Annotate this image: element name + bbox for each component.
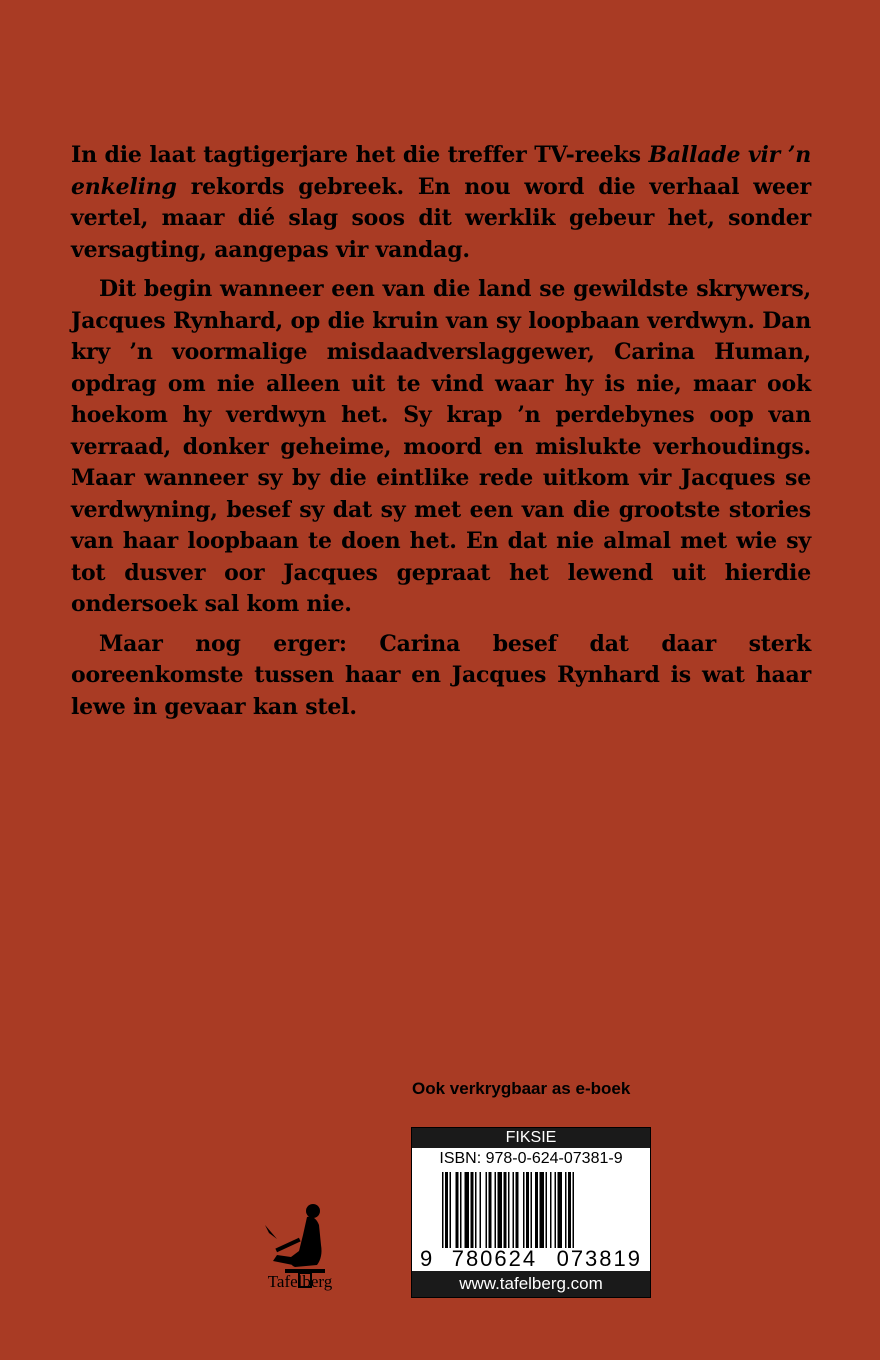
barcode-bar (573, 1172, 575, 1248)
barcode-bar (495, 1172, 497, 1248)
barcode-bar (540, 1172, 545, 1248)
barcode-bar (465, 1172, 470, 1248)
barcode-bar (480, 1172, 482, 1248)
barcode-bar (486, 1172, 488, 1248)
isbn-number: ISBN: 978-0-624-07381-9 (439, 1150, 623, 1167)
barcode-bar (550, 1172, 552, 1248)
ebook-availability-note: Ook verkrygbaar as e-boek (412, 1079, 631, 1098)
isbn-barcode-block (411, 1127, 651, 1298)
barcode-digits: 9 780624 073819 (420, 1246, 642, 1271)
barcode-bar (460, 1172, 462, 1248)
barcode-bars (442, 1172, 622, 1248)
publisher-url: www.tafelberg.com (412, 1271, 650, 1297)
barcode-bar (555, 1172, 557, 1248)
barcode-bar (535, 1172, 538, 1248)
barcode-bar (489, 1172, 492, 1248)
barcode-bar (513, 1172, 515, 1248)
back-cover-blurb (71, 140, 811, 723)
blurb-paragraph-1: In die laat tagtigerjare het die treffer TV-reeks Ballade vir ’n enkeling rekords gebreek. En nou word die verhaal weer vertel, maar dié slag soos dit werklik gebeur het, sonder versagting, aangepas vir vandag. (71, 142, 811, 263)
barcode-bar (558, 1172, 563, 1248)
blurb-paragraph-2: Dit begin wanneer een van die land se gewildste skrywers, Jacques Rynhard, op die kruin van sy loopbaan verdwyn. Dan kry ’n voormalige misdaadverslaggewer, Carina Human, opdrag om nie alleen uit te vind waar hy is nie, maar ook hoekom hy verdwyn het. Sy krap ’n perdebynes oop van verraad, donker geheime, moord en mislukte verhoudings. Maar wanneer sy by die eintlike rede uitkom vir Jacques se verdwyning, besef sy dat sy met een van die grootste stories van haar loopbaan te doen het. En dat nie almal met wie sy tot dusver oor Jacques gepraat het lewend uit hierdie ondersoek sal kom nie. (71, 276, 811, 617)
barcode-bar (456, 1172, 459, 1248)
barcode-bar (546, 1172, 548, 1248)
series-title: Ballade vir ’n enkeling (71, 142, 811, 200)
publisher-name: Tafelberg (267, 1272, 333, 1291)
barcode-bar (568, 1172, 571, 1248)
barcode-bar (531, 1172, 533, 1248)
barcode-bar (442, 1172, 444, 1248)
barcode-bar (523, 1172, 525, 1248)
barcode-bar (498, 1172, 503, 1248)
barcode-bar (565, 1172, 567, 1248)
barcode-bar (516, 1172, 519, 1248)
barcode-bar (508, 1172, 510, 1248)
barcode-bar (450, 1172, 452, 1248)
barcode-bar (445, 1172, 448, 1248)
barcode-bar (475, 1172, 477, 1248)
barcode-bar (504, 1172, 507, 1248)
barcode-bar (526, 1172, 529, 1248)
category-label: FIKSIE (412, 1128, 650, 1148)
barcode-bar (471, 1172, 474, 1248)
blurb-paragraph-3: Maar nog erger: Carina besef dat daar sterk ooreenkomste tussen haar en Jacques Rynhard is wat haar lewe in gevaar kan stel. (71, 630, 811, 720)
